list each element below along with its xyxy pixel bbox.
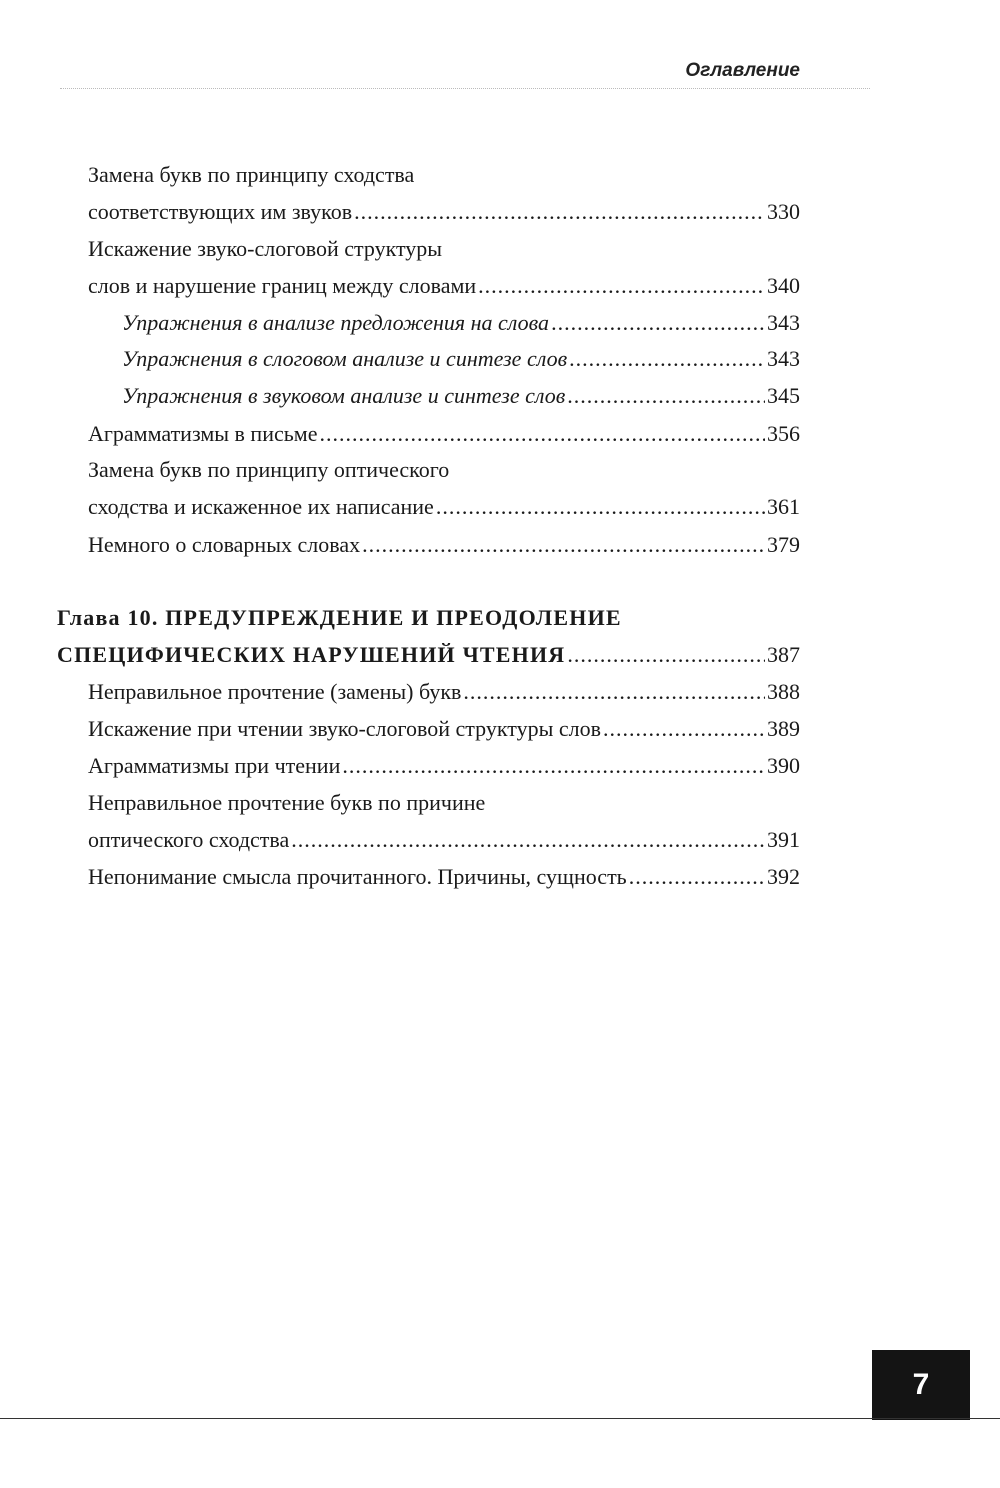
toc-page-number: 343 [767,310,800,335]
toc-page-number: 340 [767,273,800,298]
leader-dots [291,825,765,855]
toc-entry-text: Упражнения в звуковом анализе и синтезе слов [122,383,566,408]
toc-page-number: 356 [767,421,800,446]
toc-page-number: 345 [767,383,800,408]
toc-entry[interactable] [88,419,800,449]
toc-page-number: 392 [767,864,800,889]
toc-entry[interactable] [88,271,800,301]
toc-page-number: 391 [767,827,800,852]
header-rule [60,88,870,89]
leader-dots [567,640,765,670]
page-number-box [872,1350,970,1420]
toc-entry[interactable] [88,455,800,485]
leader-dots [569,344,765,374]
leader-dots [362,530,765,560]
footer-rule [0,1418,1000,1419]
toc-page-number: 389 [767,716,800,741]
toc-subentry[interactable] [122,381,800,411]
toc-entry[interactable] [88,825,800,855]
toc-entry[interactable] [88,788,800,818]
toc-entry[interactable] [88,862,800,892]
chapter-title-line-2: СПЕЦИФИЧЕСКИХ НАРУШЕНИЙ ЧТЕНИЯ [57,642,566,667]
toc-entry[interactable] [88,492,800,522]
toc-entry-text: Замена букв по принципу сходства [88,162,415,187]
toc-entry[interactable] [88,714,800,744]
toc-entry-text: Упражнения в анализе предложения на слова [122,310,550,335]
toc-entry-text: Немного о словарных словах [88,532,361,557]
toc-entry-text: слов и нарушение границ между словами [88,273,477,298]
toc-page-number: 387 [767,642,800,667]
toc-entry-text: оптического сходства [88,827,290,852]
leader-dots [463,677,765,707]
toc-page-number: 343 [767,346,800,371]
toc-entry-text: соответствующих им звуков [88,199,353,224]
toc-entry[interactable] [88,234,800,264]
leader-dots [342,751,765,781]
toc-entry-text: Аграмматизмы в письме [88,421,318,446]
toc-page-number: 379 [767,532,800,557]
running-title: Оглавление [685,60,800,81]
toc-page-number: 330 [767,199,800,224]
toc-subentry[interactable] [122,344,800,374]
toc-entry[interactable] [88,530,800,560]
leader-dots [319,419,765,449]
toc-entry[interactable] [88,197,800,227]
leader-dots [551,308,765,338]
chapter-heading[interactable] [57,603,800,633]
toc-entry-text: Искажение звуко-слоговой структуры [88,236,443,261]
toc-entry-text: Упражнения в слоговом анализе и синтезе слов [122,346,568,371]
toc-entry-text: Неправильное прочтение (замены) букв [88,679,462,704]
toc-entry-text: Непонимание смысла прочитанного. Причины, сущность [88,864,627,889]
toc-entry[interactable] [88,751,800,781]
toc-subentry[interactable] [122,308,800,338]
toc-entry[interactable] [88,160,800,190]
leader-dots [603,714,765,744]
toc-page-number: 361 [767,494,800,519]
toc-entry-text: сходства и искаженное их написание [88,494,434,519]
page-number: 7 [912,1368,930,1401]
toc-page-number: 388 [767,679,800,704]
toc-entry-text: Замена букв по принципу оптического [88,457,450,482]
leader-dots [436,492,765,522]
leader-dots [567,381,765,411]
leader-dots [629,862,765,892]
leader-dots [478,271,765,301]
chapter-heading[interactable] [57,640,800,670]
toc-entry-text: Искажение при чтении звуко-слоговой структуры слов [88,716,602,741]
toc-entry-text: Неправильное прочтение букв по причине [88,790,486,815]
toc-page-number: 390 [767,753,800,778]
toc-entry-text: Аграмматизмы при чтении [88,753,341,778]
chapter-title-line-1: Глава 10. ПРЕДУПРЕЖДЕНИЕ И ПРЕОДОЛЕНИЕ [57,605,622,630]
toc-entry[interactable] [88,677,800,707]
leader-dots [354,197,765,227]
